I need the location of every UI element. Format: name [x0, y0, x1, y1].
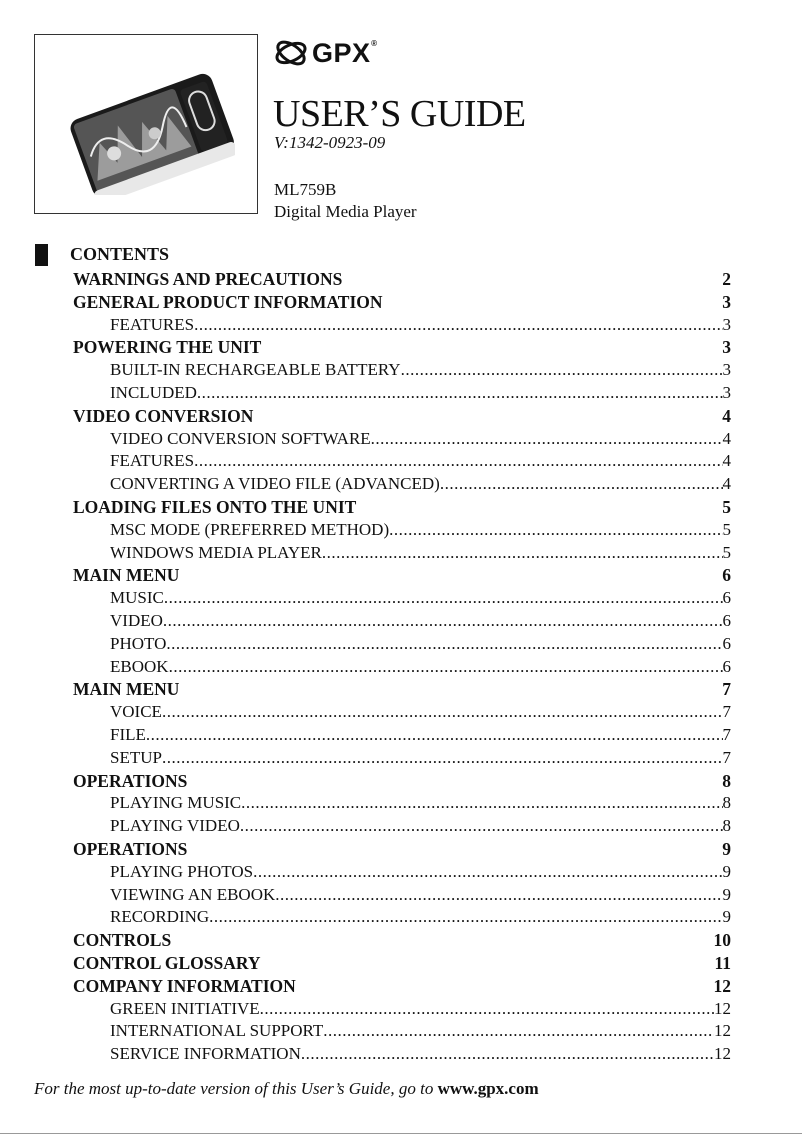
toc-page-number: 7	[722, 724, 731, 744]
toc-dot-leader	[260, 998, 714, 1021]
toc-page-number: 8	[722, 770, 731, 791]
toc-dot-leader	[194, 450, 722, 473]
toc-entry-row	[73, 724, 731, 747]
toc-label: GENERAL PRODUCT INFORMATION	[73, 291, 383, 312]
gpx-swirl-icon	[274, 40, 308, 66]
toc-entry-row	[73, 906, 731, 929]
toc-entry-row	[73, 633, 731, 656]
toc-entry-row	[73, 359, 731, 382]
toc-label: SETUP	[110, 747, 162, 767]
registered-mark: ®	[371, 38, 378, 48]
footer-note	[34, 1079, 539, 1099]
toc-dot-leader	[275, 884, 722, 907]
toc-section-row	[73, 929, 731, 952]
toc-section-row	[73, 496, 731, 519]
toc-page-number: 9	[722, 861, 731, 881]
document-title: USER’S GUIDE	[273, 93, 526, 135]
toc-label: OPERATIONS	[73, 770, 188, 791]
toc-page-number: 5	[722, 542, 731, 562]
toc-label: MAIN MENU	[73, 679, 180, 700]
toc-page-number: 3	[722, 291, 731, 312]
model-number: ML759B	[274, 180, 337, 199]
toc-section-row	[73, 770, 731, 793]
toc-entry-row	[73, 382, 731, 405]
toc-page-number: 12	[714, 1021, 731, 1041]
toc-label: PLAYING MUSIC	[110, 793, 242, 813]
product-photo	[34, 34, 258, 214]
toc-dot-leader	[209, 906, 722, 929]
toc-page-number: 4	[722, 405, 731, 426]
toc-label: POWERING THE UNIT	[73, 337, 262, 358]
toc-label: FEATURES	[110, 314, 195, 334]
toc-dot-leader	[240, 815, 723, 838]
toc-page-number: 3	[722, 314, 731, 334]
toc-page-number: 10	[713, 930, 731, 951]
toc-section-row	[73, 291, 731, 314]
toc-dot-leader	[146, 724, 723, 747]
toc-entry-row	[73, 473, 731, 496]
toc-entry-row	[73, 815, 731, 838]
toc-label: INTERNATIONAL SUPPORT	[110, 1021, 324, 1041]
toc-entry-row	[73, 542, 731, 565]
toc-dot-leader	[301, 1043, 714, 1066]
toc-entry-row	[73, 450, 731, 473]
toc-label: SERVICE INFORMATION	[110, 1044, 301, 1064]
toc-page-number: 9	[722, 907, 731, 927]
footer-text: For the most up-to-date version of this User’s Guide, go to	[34, 1079, 438, 1098]
toc-label: PLAYING VIDEO	[110, 816, 240, 836]
version-number: V:1342-0923-09	[274, 133, 386, 152]
toc-entry-row	[73, 861, 731, 884]
toc-dot-leader	[164, 587, 723, 610]
toc-dot-leader	[323, 1020, 714, 1043]
toc-page-number: 3	[722, 360, 731, 380]
toc-page-number: 6	[722, 610, 731, 630]
toc-page-number: 11	[714, 952, 731, 973]
table-of-contents	[73, 268, 731, 1066]
toc-page-number: 3	[722, 382, 731, 402]
toc-page-number: 6	[722, 633, 731, 653]
toc-label: PHOTO	[110, 633, 167, 653]
toc-page-number: 9	[722, 838, 731, 859]
toc-label: PLAYING PHOTOS	[110, 861, 254, 881]
toc-dot-leader	[169, 656, 723, 679]
toc-dot-leader	[401, 359, 723, 382]
toc-page-number: 7	[722, 679, 731, 700]
toc-dot-leader	[162, 701, 723, 724]
toc-entry-row	[73, 998, 731, 1021]
toc-label: GREEN INITIATIVE	[110, 998, 260, 1018]
media-player-image	[65, 65, 235, 195]
toc-page-number: 6	[722, 656, 731, 676]
toc-dot-leader	[197, 382, 723, 405]
toc-dot-leader	[371, 428, 723, 451]
toc-entry-row	[73, 884, 731, 907]
toc-label: VIDEO CONVERSION	[73, 405, 254, 426]
toc-page-number: 12	[714, 998, 731, 1018]
toc-page-number: 4	[722, 474, 731, 494]
toc-label: BUILT-IN RECHARGEABLE BATTERY	[110, 360, 401, 380]
toc-entry-row	[73, 656, 731, 679]
toc-label: RECORDING	[110, 907, 210, 927]
toc-entry-row	[73, 792, 731, 815]
toc-entry-row	[73, 587, 731, 610]
toc-page-number: 5	[722, 496, 731, 517]
toc-label: MAIN MENU	[73, 565, 180, 586]
toc-page-number: 2	[722, 269, 731, 289]
toc-page-number: 3	[722, 337, 731, 358]
toc-label: INCLUDED	[110, 382, 197, 402]
toc-entry-row	[73, 1020, 731, 1043]
toc-entry-row	[73, 747, 731, 770]
toc-label: FILE	[110, 724, 146, 744]
toc-page-number: 9	[722, 884, 731, 904]
toc-label: LOADING FILES ONTO THE UNIT	[73, 496, 357, 517]
contents-marker	[35, 244, 48, 266]
toc-page-number: 5	[722, 519, 731, 539]
toc-page-number: 6	[722, 565, 731, 586]
toc-label: FEATURES	[110, 451, 195, 471]
toc-label: VOICE	[110, 702, 162, 722]
toc-label: EBOOK	[110, 656, 169, 676]
toc-page-number: 7	[722, 702, 731, 722]
toc-page-number: 8	[722, 793, 731, 813]
toc-entry-row	[73, 428, 731, 451]
toc-section-row	[73, 336, 731, 359]
toc-entry-row	[73, 610, 731, 633]
toc-label: OPERATIONS	[73, 838, 188, 859]
contents-heading: CONTENTS	[70, 244, 170, 264]
toc-entry-row	[73, 1043, 731, 1066]
toc-label: VIDEO	[110, 610, 163, 630]
toc-entry-row	[73, 701, 731, 724]
page-bottom-rule	[0, 1133, 802, 1134]
toc-section-row	[73, 268, 731, 291]
toc-dot-leader	[194, 314, 722, 337]
toc-section-row	[73, 564, 731, 587]
toc-section-row	[73, 405, 731, 428]
toc-label: CONTROL GLOSSARY	[73, 952, 261, 973]
toc-dot-leader	[162, 747, 723, 770]
toc-label: COMPANY INFORMATION	[73, 975, 296, 996]
toc-label: VIDEO CONVERSION SOFTWARE	[110, 428, 371, 448]
toc-label: WINDOWS MEDIA PLAYER	[110, 542, 322, 562]
product-name: Digital Media Player	[274, 202, 417, 221]
toc-page-number: 8	[722, 816, 731, 836]
toc-dot-leader	[322, 542, 723, 565]
toc-label: WARNINGS AND PRECAUTIONS	[73, 269, 343, 289]
toc-label: VIEWING AN EBOOK	[110, 884, 276, 904]
toc-section-row	[73, 952, 731, 975]
toc-section-row	[73, 975, 731, 998]
toc-dot-leader	[163, 610, 723, 633]
toc-page-number: 7	[722, 747, 731, 767]
toc-page-number: 12	[714, 1044, 731, 1064]
toc-page-number: 12	[713, 975, 731, 996]
toc-dot-leader	[440, 473, 723, 496]
toc-dot-leader	[253, 861, 722, 884]
toc-dot-leader	[389, 519, 722, 542]
toc-section-row	[73, 678, 731, 701]
toc-entry-row	[73, 314, 731, 337]
toc-label: MSC MODE (PREFERRED METHOD)	[110, 519, 390, 539]
toc-page-number: 6	[722, 588, 731, 608]
gpx-logo	[274, 37, 378, 68]
toc-page-number: 4	[722, 451, 731, 471]
toc-dot-leader	[166, 633, 722, 656]
toc-label: CONVERTING A VIDEO FILE (ADVANCED)	[110, 474, 440, 494]
toc-section-row	[73, 838, 731, 861]
toc-entry-row	[73, 519, 731, 542]
brand-name: GPX ®	[312, 37, 378, 68]
toc-page-number: 4	[722, 428, 731, 448]
footer-url[interactable]: www.gpx.com	[437, 1079, 539, 1098]
toc-label: MUSIC	[110, 588, 164, 608]
toc-label: CONTROLS	[73, 930, 172, 951]
toc-dot-leader	[241, 792, 722, 815]
